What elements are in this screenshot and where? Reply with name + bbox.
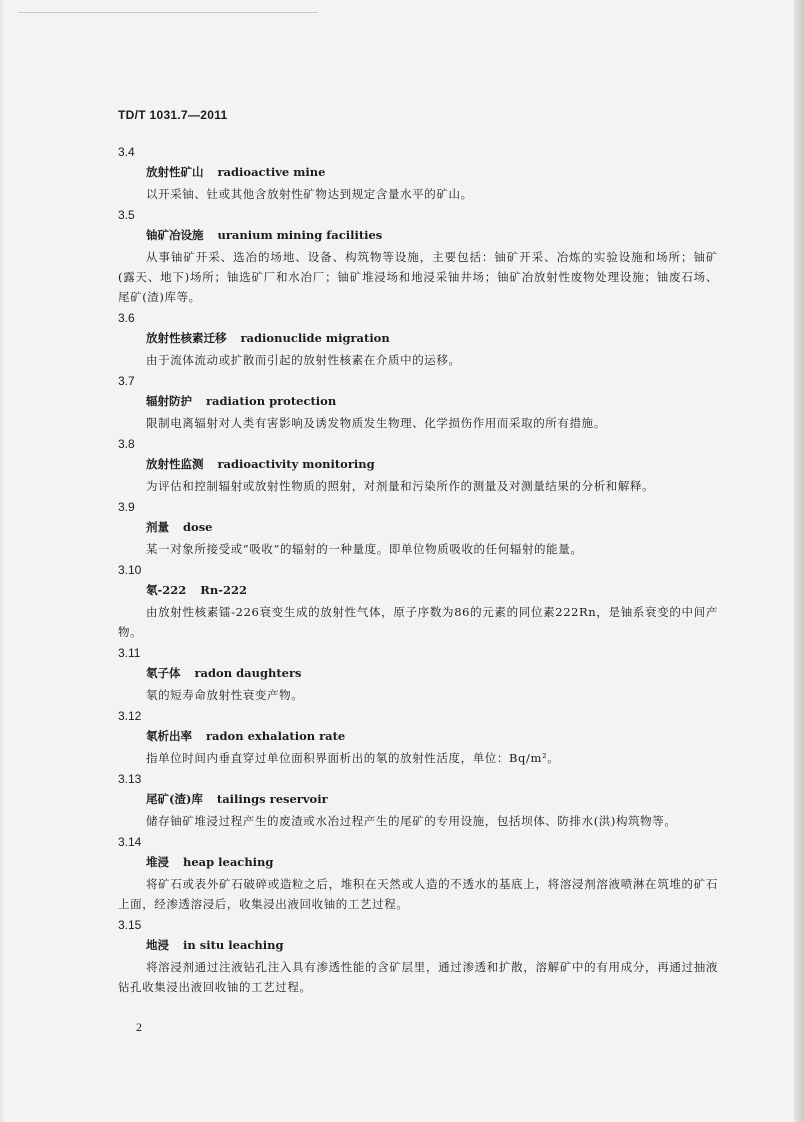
term-zh: 堆浸 (146, 855, 169, 869)
term-en: radon exhalation rate (206, 729, 346, 743)
term-title (118, 851, 718, 874)
term-definition: 储存铀矿堆浸过程产生的废渣或水冶过程产生的尾矿的专用设施，包括坝体、防排水(洪)构筑物等。 (146, 814, 677, 828)
term-number: 3.11 (118, 646, 141, 660)
term-definition: 由放射性核素镭-226衰变生成的放射性气体，原子序数为86的元素的同位素222Rn，是铀系衰变的中间产物。 (118, 605, 718, 639)
term-entry (118, 916, 718, 997)
term-en: in situ leaching (183, 938, 284, 952)
term-number: 3.13 (118, 772, 142, 786)
term-definition: 将矿石或表外矿石破碎或造粒之后，堆积在天然或人造的不透水的基底上，将溶浸剂溶液喷淋在筑堆的矿石上面，经渗透溶浸后，收集浸出液回收铀的工艺过程。 (118, 877, 718, 911)
term-definition: 氡的短寿命放射性衰变产物。 (146, 688, 304, 702)
term-entry (118, 372, 718, 433)
term-definition: 为评估和控制辐射或放射性物质的照射，对剂量和污染所作的测量及对测量结果的分析和解释。 (146, 479, 655, 493)
document-header: TD/T 1031.7—2011 (118, 108, 228, 122)
term-zh: 放射性核素迁移 (146, 331, 227, 345)
term-en: radioactivity monitoring (217, 457, 375, 471)
term-en: radioactive mine (217, 165, 326, 179)
term-title (118, 579, 718, 602)
term-number: 3.8 (118, 437, 135, 451)
term-title (118, 934, 718, 957)
term-title (118, 453, 718, 476)
term-definition: 以开采铀、钍或其他含放射性矿物达到规定含量水平的矿山。 (146, 187, 473, 201)
term-en: radiation protection (206, 394, 337, 408)
term-number: 3.12 (118, 709, 142, 723)
term-title (118, 390, 718, 413)
term-en: tailings reservoir (216, 792, 328, 806)
term-definition: 指单位时间内垂直穿过单位面积界面析出的氡的放射性活度，单位：Bq/m²。 (146, 751, 560, 765)
term-number: 3.15 (118, 918, 142, 932)
term-definition: 某一对象所接受或“吸收”的辐射的一种量度。即单位物质吸收的任何辐射的能量。 (146, 542, 583, 556)
term-entry (118, 309, 718, 370)
term-definition: 将溶浸剂通过注液钻孔注入具有渗透性能的含矿层里，通过渗透和扩散，溶解矿中的有用成分，再通过抽液钻孔收集浸出液回收铀的工艺过程。 (118, 960, 718, 994)
term-title (118, 161, 718, 184)
term-zh: 氡析出率 (146, 729, 192, 743)
term-entry (118, 206, 718, 307)
term-zh: 地浸 (146, 938, 169, 952)
term-number: 3.5 (118, 208, 135, 222)
term-zh: 尾矿(渣)库 (146, 792, 203, 806)
term-entry (118, 707, 718, 768)
term-en: dose (183, 520, 213, 534)
term-en: radon daughters (194, 666, 302, 680)
term-definition: 从事铀矿开采、选冶的场地、设备、构筑物等设施，主要包括：铀矿开采、冶炼的实验设施和场所；铀矿(露天、地下)场所；铀选矿厂和水冶厂；铀矿堆浸场和地浸采铀井场；铀矿冶放射性废物处理设施；铀废石场、尾矿(渣)库等。 (118, 250, 718, 304)
term-number: 3.9 (118, 500, 135, 514)
term-zh: 氡子体 (146, 666, 181, 680)
term-title (118, 662, 718, 685)
term-zh: 剂量 (146, 520, 169, 534)
term-zh: 铀矿冶设施 (146, 228, 204, 242)
term-en: Rn-222 (200, 583, 247, 597)
term-entry (118, 561, 718, 642)
term-entry (118, 143, 718, 204)
terms-list (118, 143, 718, 999)
term-zh: 放射性矿山 (146, 165, 204, 179)
term-zh: 放射性监测 (146, 457, 204, 471)
term-title (118, 327, 718, 350)
term-title (118, 725, 718, 748)
term-zh: 辐射防护 (146, 394, 192, 408)
term-entry (118, 644, 718, 705)
scan-left-edge (0, 0, 3, 1122)
term-number: 3.10 (118, 563, 142, 577)
term-entry (118, 435, 718, 496)
scan-top-line (18, 12, 318, 13)
term-number: 3.14 (118, 835, 142, 849)
term-entry (118, 498, 718, 559)
term-en: radionuclide migration (240, 331, 390, 345)
scan-right-edge (794, 0, 804, 1122)
term-definition: 由于流体流动或扩散而引起的放射性核素在介质中的运移。 (146, 353, 461, 367)
term-number: 3.6 (118, 311, 135, 325)
term-number: 3.7 (118, 374, 135, 388)
page-number: 2 (136, 1020, 142, 1034)
term-definition: 限制电离辐射对人类有害影响及诱发物质发生物理、化学损伤作用而采取的所有措施。 (146, 416, 606, 430)
term-title (118, 516, 718, 539)
term-title (118, 788, 718, 811)
term-entry (118, 833, 718, 914)
term-entry (118, 770, 718, 831)
term-en: heap leaching (183, 855, 274, 869)
term-title (118, 224, 718, 247)
term-zh: 氡-222 (146, 583, 187, 597)
term-number: 3.4 (118, 145, 135, 159)
term-en: uranium mining facilities (217, 228, 383, 242)
